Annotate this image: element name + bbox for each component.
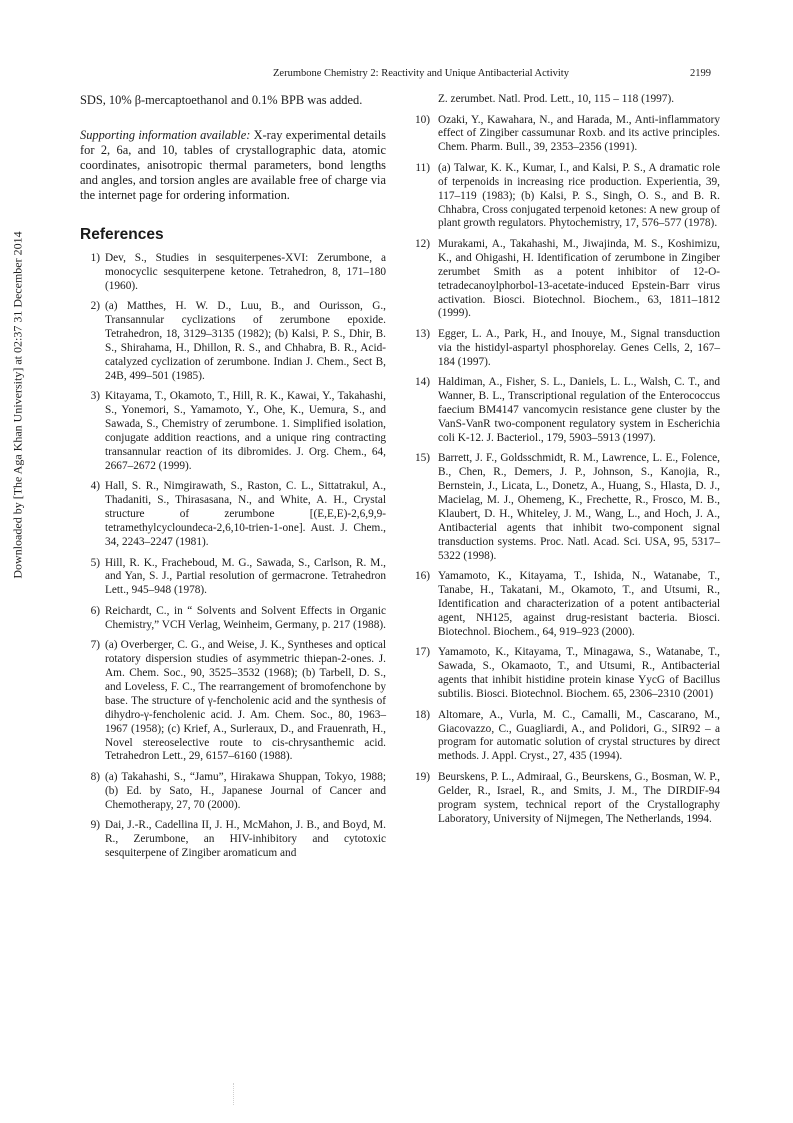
reference-item — [80, 639, 386, 764]
reference-text: Murakami, A., Takahashi, M., Jiwajinda, M. S., Koshimizu, K., and Ohigashi, H. Identification of zerumbone in Zingiber zerumbet Smith as a potent inhibitor of 12-O-tetradecanoylphorbol-13-acetate-induced Epstein-Barr virus activation. Biosci. Biotechnol. Biochem., 63, 1811–1812 (1999). — [438, 237, 720, 320]
reference-item — [413, 162, 720, 232]
reference-text: Dai, J.-R., Cadellina II, J. H., McMahon, J. B., and Boyd, M. R., Zerumbone, an HIV-inhibitory and cytotoxic sesquiterpene of Zingiber aromaticum and — [105, 819, 386, 860]
references-list-left — [80, 252, 386, 861]
reference-text: Barrett, J. F., Goldsschmidt, R. M., Lawrence, L. E., Folence, B., Chen, R., Demers, J. P., Johnson, S., Kanojia, R., Bernstein, J., Licata, L., Donetz, A., Huang, S., Hlasta, D. J., Macielag, M. J., Ohemeng, K., Frechette, R., Frosco, M. B., Klaubert, D. H., Whiteley, J. M., Wang, L., and Hoch, J. A., Antibacterial agents that inhibit two-component signal transduction systems. Proc. Natl. Acad. Sci. USA, 95, 5317–5322 (1998). — [438, 452, 720, 562]
reference-number: 16) — [414, 570, 430, 583]
supporting-information — [80, 128, 386, 203]
reference-number: 12) — [414, 237, 430, 250]
supporting-information-label: Supporting information available: — [80, 128, 251, 142]
reference-item — [413, 114, 720, 156]
reference-text: Hall, S. R., Nimgirawath, S., Raston, C. L., Sittatrakul, A., Thadaniti, S., Thirasasana, N., and White, A. H., Crystal structure of zerumbone [(E,E,E)-2,6,9,9-tetramethylcycloundeca-2,6,10-trien-1-one]. Aust. J. Chem., 34, 2243–2247 (1981). — [105, 480, 386, 548]
reference-number: 2) — [90, 300, 100, 313]
download-side-note — [10, 170, 26, 640]
reference-number: 3) — [90, 390, 100, 403]
reference-number: 15) — [414, 452, 430, 465]
reference-number: 6) — [90, 604, 100, 617]
reference-item — [413, 238, 720, 321]
reference-text: Hill, R. K., Fracheboud, M. G., Sawada, S., Carlson, R. M., and Yan, S. J., Partial resolution of germacrone. Tetrahedron Lett., 945–948 (1978). — [105, 556, 386, 597]
reference-text: Yamamoto, K., Kitayama, T., Minagawa, S., Watanabe, T., Sawada, S., Okamaoto, T., and Utsumi, R., Antibacterial agents that inhibit histidine protein kinase YycG of Bacillus subtilis. Biosci. Biotechnol. Biochem. 65, 2306–2310 (2001) — [438, 646, 720, 701]
reference-number: 1) — [90, 252, 100, 264]
reference-text: Altomare, A., Vurla, M. C., Camalli, M., Cascarano, M., Giacovazzo, C., Guagliardi, A., and Polidori, G., SIR92 – a program for automatic solution of crystal structures by direct methods. J. Appl. Cryst., 27, 435 (1994). — [438, 708, 720, 763]
footer-dotted-rule — [233, 1083, 235, 1105]
left-column — [80, 93, 386, 868]
reference-item — [413, 646, 720, 702]
reference-number: 9) — [90, 819, 100, 832]
reference-item — [80, 557, 386, 599]
reference-text: Haldiman, A., Fisher, S. L., Daniels, L. L., Walsh, C. T., and Wanner, B. L., Transcriptional regulation of the Enterococcus faecium BM4147 vancomycin resistance gene cluster by the VanS-VanR two-component regulatory system in Escherichia coli K-12. J. Bacteriol., 179, 5903–5913 (1997). — [438, 376, 720, 444]
reference-number: 5) — [90, 556, 100, 569]
reference-text: Kitayama, T., Okamoto, T., Hill, R. K., Kawai, Y., Takahashi, S., Yonemori, S., Yamamoto, Y., Ohe, K., Uemura, S., and Sawada, S., Chemistry of zerumbone. 1. Simplified isolation, conjugate addition reactions, and a unique ring contracting transannular reaction of its dibromides. J. Org. Chem., 64, 2667–2672 (1999). — [105, 390, 386, 472]
reference-text: (a) Matthes, H. W. D., Luu, B., and Ourisson, G., Transannular cyclizations of zerumbone epoxide. Tetrahedron, 18, 3129–3135 (1982); (b) Kalsi, P. S., Dhir, B. S., Shirahama, H., Dhillon, R. S., and Chhabra, B. R., Acid-catalyzed cyclization of zerumbone. Indian J. Chem., Sect B, 24B, 499–501 (1985). — [105, 300, 386, 382]
reference-number: 14) — [414, 376, 430, 389]
right-column — [413, 93, 720, 833]
method-paragraph-end: SDS, 10% β-mercaptoethanol and 0.1% BPB was added. — [80, 93, 363, 107]
reference-number: 19) — [414, 770, 430, 783]
reference-item — [80, 300, 386, 383]
reference-item — [80, 605, 386, 633]
references-heading: References — [80, 226, 164, 243]
reference-item — [413, 328, 720, 370]
reference-item — [80, 390, 386, 473]
reference-text: Yamamoto, K., Kitayama, T., Ishida, N., Watanabe, T., Tanabe, H., Takatani, M., Okamoto, T., and Utsumi, R., Identification and characterization of a potent antibacterial agent, NH125, against drug-resistant bacteria. Biosci. Biotechnol. Biochem., 64, 919–923 (2000). — [438, 570, 720, 638]
reference-text: Ozaki, Y., Kawahara, N., and Harada, M., Anti-inflammatory effect of Zingiber cassumunar Roxb. and its active principles. Chem. Pharm. Bull., 39, 2353–2356 (1991). — [438, 113, 720, 154]
reference-item — [413, 452, 720, 563]
reference-item — [80, 819, 386, 861]
reference-item — [413, 771, 720, 827]
download-side-note-text: Downloaded by [The Aga Khan University] at 02:37 31 December 2014 — [10, 231, 25, 579]
reference-number: 7) — [90, 639, 100, 652]
reference-number: 13) — [414, 327, 430, 340]
reference-number: 11) — [415, 161, 430, 174]
reference-text: Egger, L. A., Park, H., and Inouye, M., Signal transduction via the histidyl-aspartyl phosphorelay. Genes Cells, 2, 167–184 (1997). — [438, 327, 720, 368]
reference-item — [413, 376, 720, 446]
references-list-right — [413, 114, 720, 827]
reference-text: Reichardt, C., in “ Solvents and Solvent Effects in Organic Chemistry,” VCH Verlag, Weinheim, Germany, p. 217 (1988). — [105, 604, 386, 631]
reference-text: (a) Takahashi, S., “Jamu”, Hirakawa Shuppan, Tokyo, 1988; (b) Ed. by Sato, H., Japanese Journal of Cancer and Chemotherapy, 27, 70 (2000). — [105, 770, 386, 811]
reference-item — [413, 570, 720, 640]
page-number: 2199 — [690, 68, 711, 79]
reference-item — [80, 480, 386, 550]
reference-text: (a) Talwar, K. K., Kumar, I., and Kalsi, P. S., A dramatic role of terpenoids in increasing rice production. Experientia, 39, 117–119 (1983); (b) Kalsi, P. S., Singh, O. S., and B. R. Chhabra, Cross conjugated terpenoid ketones: A new group of plant growth regulators. Phytochemistry, 17, 576–577 (1978). — [438, 161, 720, 230]
reference-text: (a) Overberger, C. G., and Weise, J. K., Syntheses and optical rotatory dispersion studies of asymmetric thiepan-2-ones. J. Am. Chem. Soc., 90, 3525–3532 (1968); (b) Tarbell, D. S., and Loveless, F. C., The rearrangement of bromofenchone by base. The structure of γ-fencholenic acid and the synthesis of dihydro-γ-fencholenic acid. J. Am. Chem. Soc., 80, 1963–1967 (1958); (c) Krief, A., Surleraux, D., and Frauenrath, H., Novel stereoselective route to cis-chrysanthemic acid. Tetrahedron Lett., 29, 6157–6160 (1988). — [105, 639, 386, 763]
reference-item — [80, 252, 386, 294]
reference-text: Beurskens, P. L., Admiraal, G., Beurskens, G., Bosman, W. P., Gelder, R., Israel, R., and Smits, J. M., The DIRDIF-94 program system, technical report of the Crystallography Laboratory, University of Nijmegen, The Netherlands, 1994. — [438, 770, 720, 825]
supporting-information-text: X-ray experimental details for 2, 6a, and 10, tables of crystallographic data, atomic coordinates, anisotropic thermal parameters, bond lengths and angles, and torsion angles are available free of charge via the internet page for ordering information. — [80, 128, 386, 202]
reference-number: 17) — [414, 646, 430, 659]
reference-text: Dev, S., Studies in sesquiterpenes-XVI: Zerumbone, a monocyclic sesquiterpene ketone. Tetrahedron, 8, 171–180 (1960). — [105, 252, 386, 292]
running-head: Zerumbone Chemistry 2: Reactivity and Unique Antibacterial Activity — [273, 68, 569, 79]
reference-item — [413, 709, 720, 765]
reference-number: 8) — [90, 770, 100, 783]
reference-9-continuation: Z. zerumbet. Natl. Prod. Lett., 10, 115 – 118 (1997). — [438, 93, 675, 105]
reference-number: 4) — [90, 480, 100, 493]
reference-number: 10) — [414, 113, 430, 126]
reference-number: 18) — [414, 708, 430, 721]
reference-item — [80, 771, 386, 813]
